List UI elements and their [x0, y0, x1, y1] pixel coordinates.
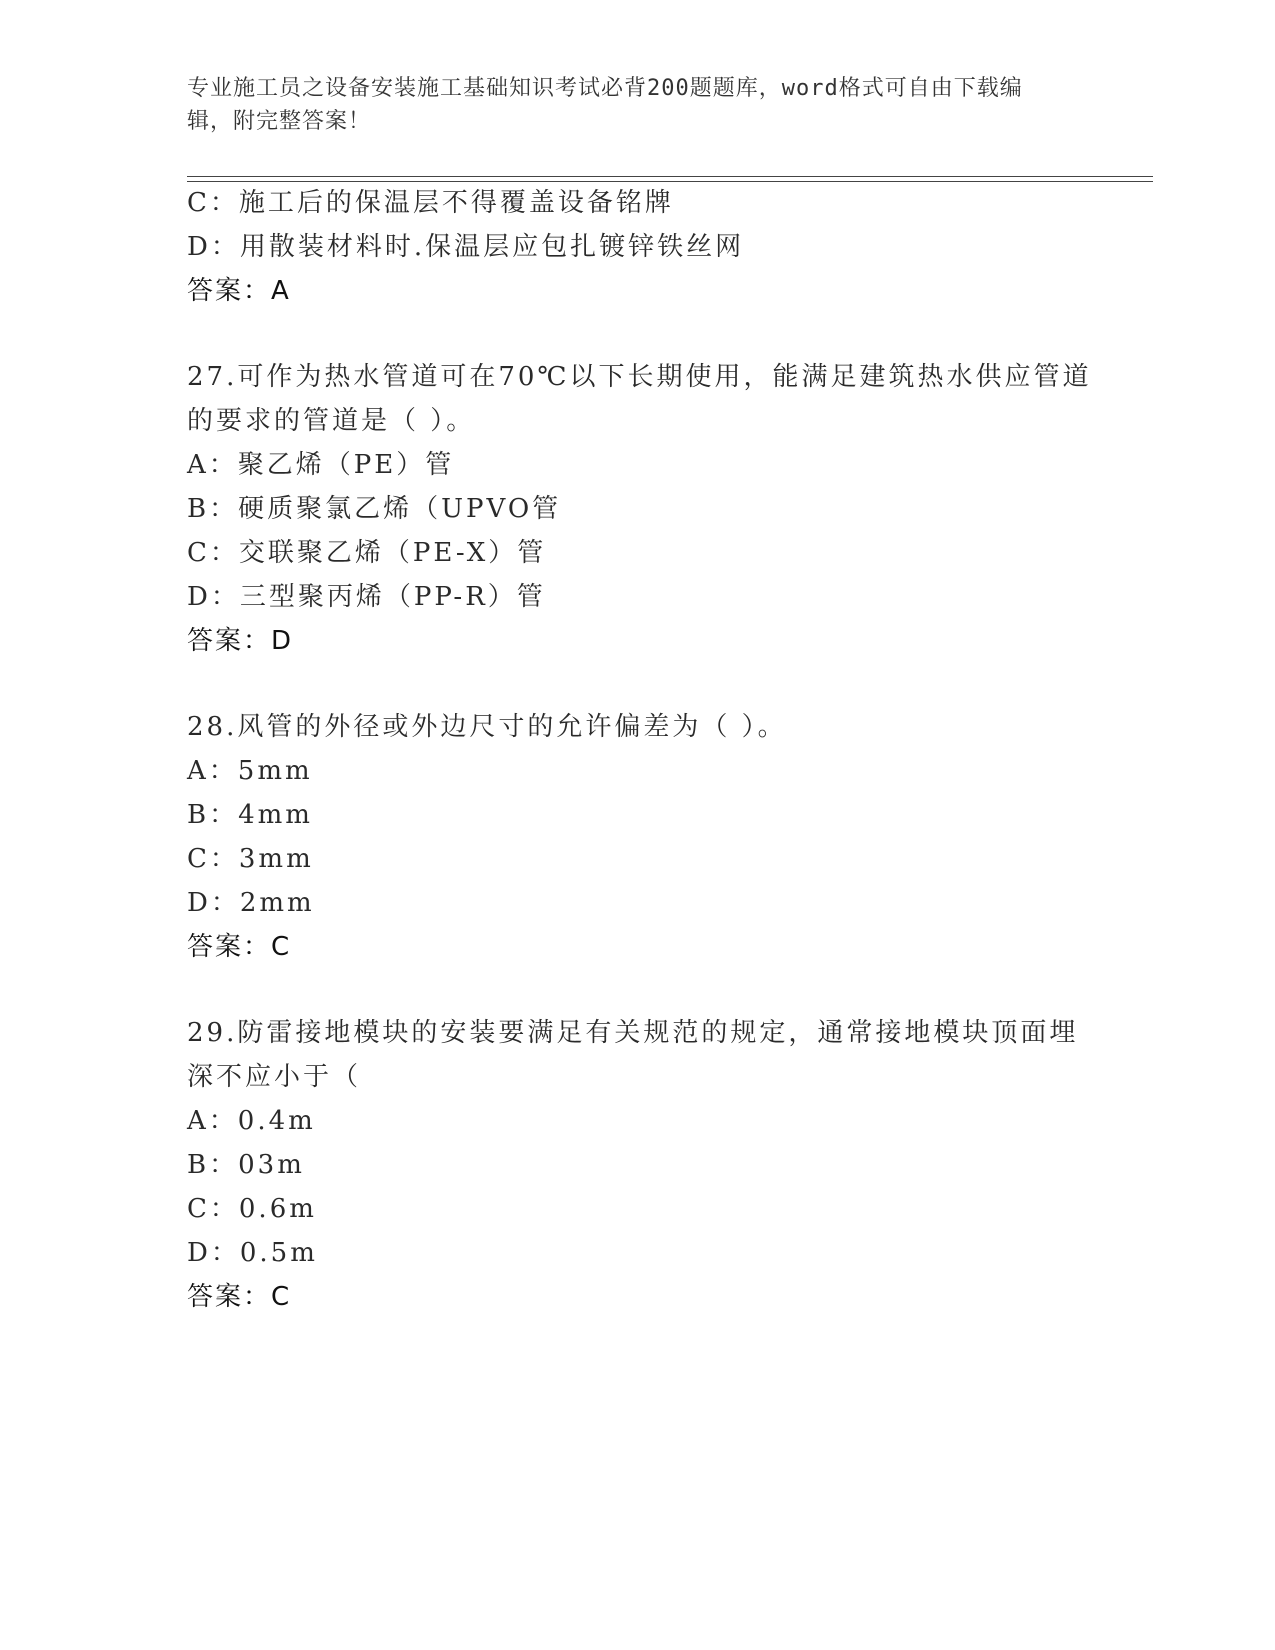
question-29-option-b: B：03m [187, 1150, 305, 1180]
question-28-option-d: D：2mm [187, 888, 315, 918]
question-29-option-c: C：0.6m [187, 1194, 317, 1224]
question-29-stem-line-1: 29.防雷接地模块的安装要满足有关规范的规定，通常接地模块顶面埋 [187, 1018, 1079, 1048]
question-29-option-d: D：0.5m [187, 1238, 318, 1268]
question-27-option-b: B：硬质聚氯乙烯（UPVO管 [187, 494, 562, 524]
question-27-option-a: A：聚乙烯（PE）管 [187, 450, 455, 480]
answer-label: 答案：A [187, 276, 291, 306]
option-c: C：施工后的保温层不得覆盖设备铭牌 [187, 188, 674, 218]
question-27-option-c: C：交联聚乙烯（PE-X）管 [187, 538, 547, 568]
question-28-option-a: A：5mm [187, 756, 313, 786]
question-27-option-d: D：三型聚丙烯（PP-R）管 [187, 582, 546, 612]
question-28-answer: 答案：C [187, 932, 292, 962]
question-29-answer: 答案：C [187, 1282, 292, 1312]
option-d: D：用散装材料时.保温层应包扎镀锌铁丝网 [187, 232, 745, 262]
question-27-answer: 答案：D [187, 626, 294, 656]
header-divider-top [187, 176, 1153, 177]
document-header: 专业施工员之设备安装施工基础知识考试必背200题题库，word格式可自由下载编辑，附完整答案！ [187, 76, 1023, 134]
question-28-option-b: B：4mm [187, 800, 313, 830]
question-27-stem-line-1: 27.可作为热水管道可在70℃以下长期使用，能满足建筑热水供应管道 [187, 362, 1092, 392]
question-27-stem-line-2: 的要求的管道是（ ）。 [187, 406, 476, 436]
question-29-stem-line-2: 深不应小于（ [187, 1062, 362, 1092]
question-28-stem-line-1: 28.风管的外径或外边尺寸的允许偏差为（ ）。 [187, 712, 787, 742]
question-28-option-c: C：3mm [187, 844, 314, 874]
question-29-option-a: A：0.4m [187, 1106, 316, 1136]
header-divider-bottom [187, 181, 1153, 182]
